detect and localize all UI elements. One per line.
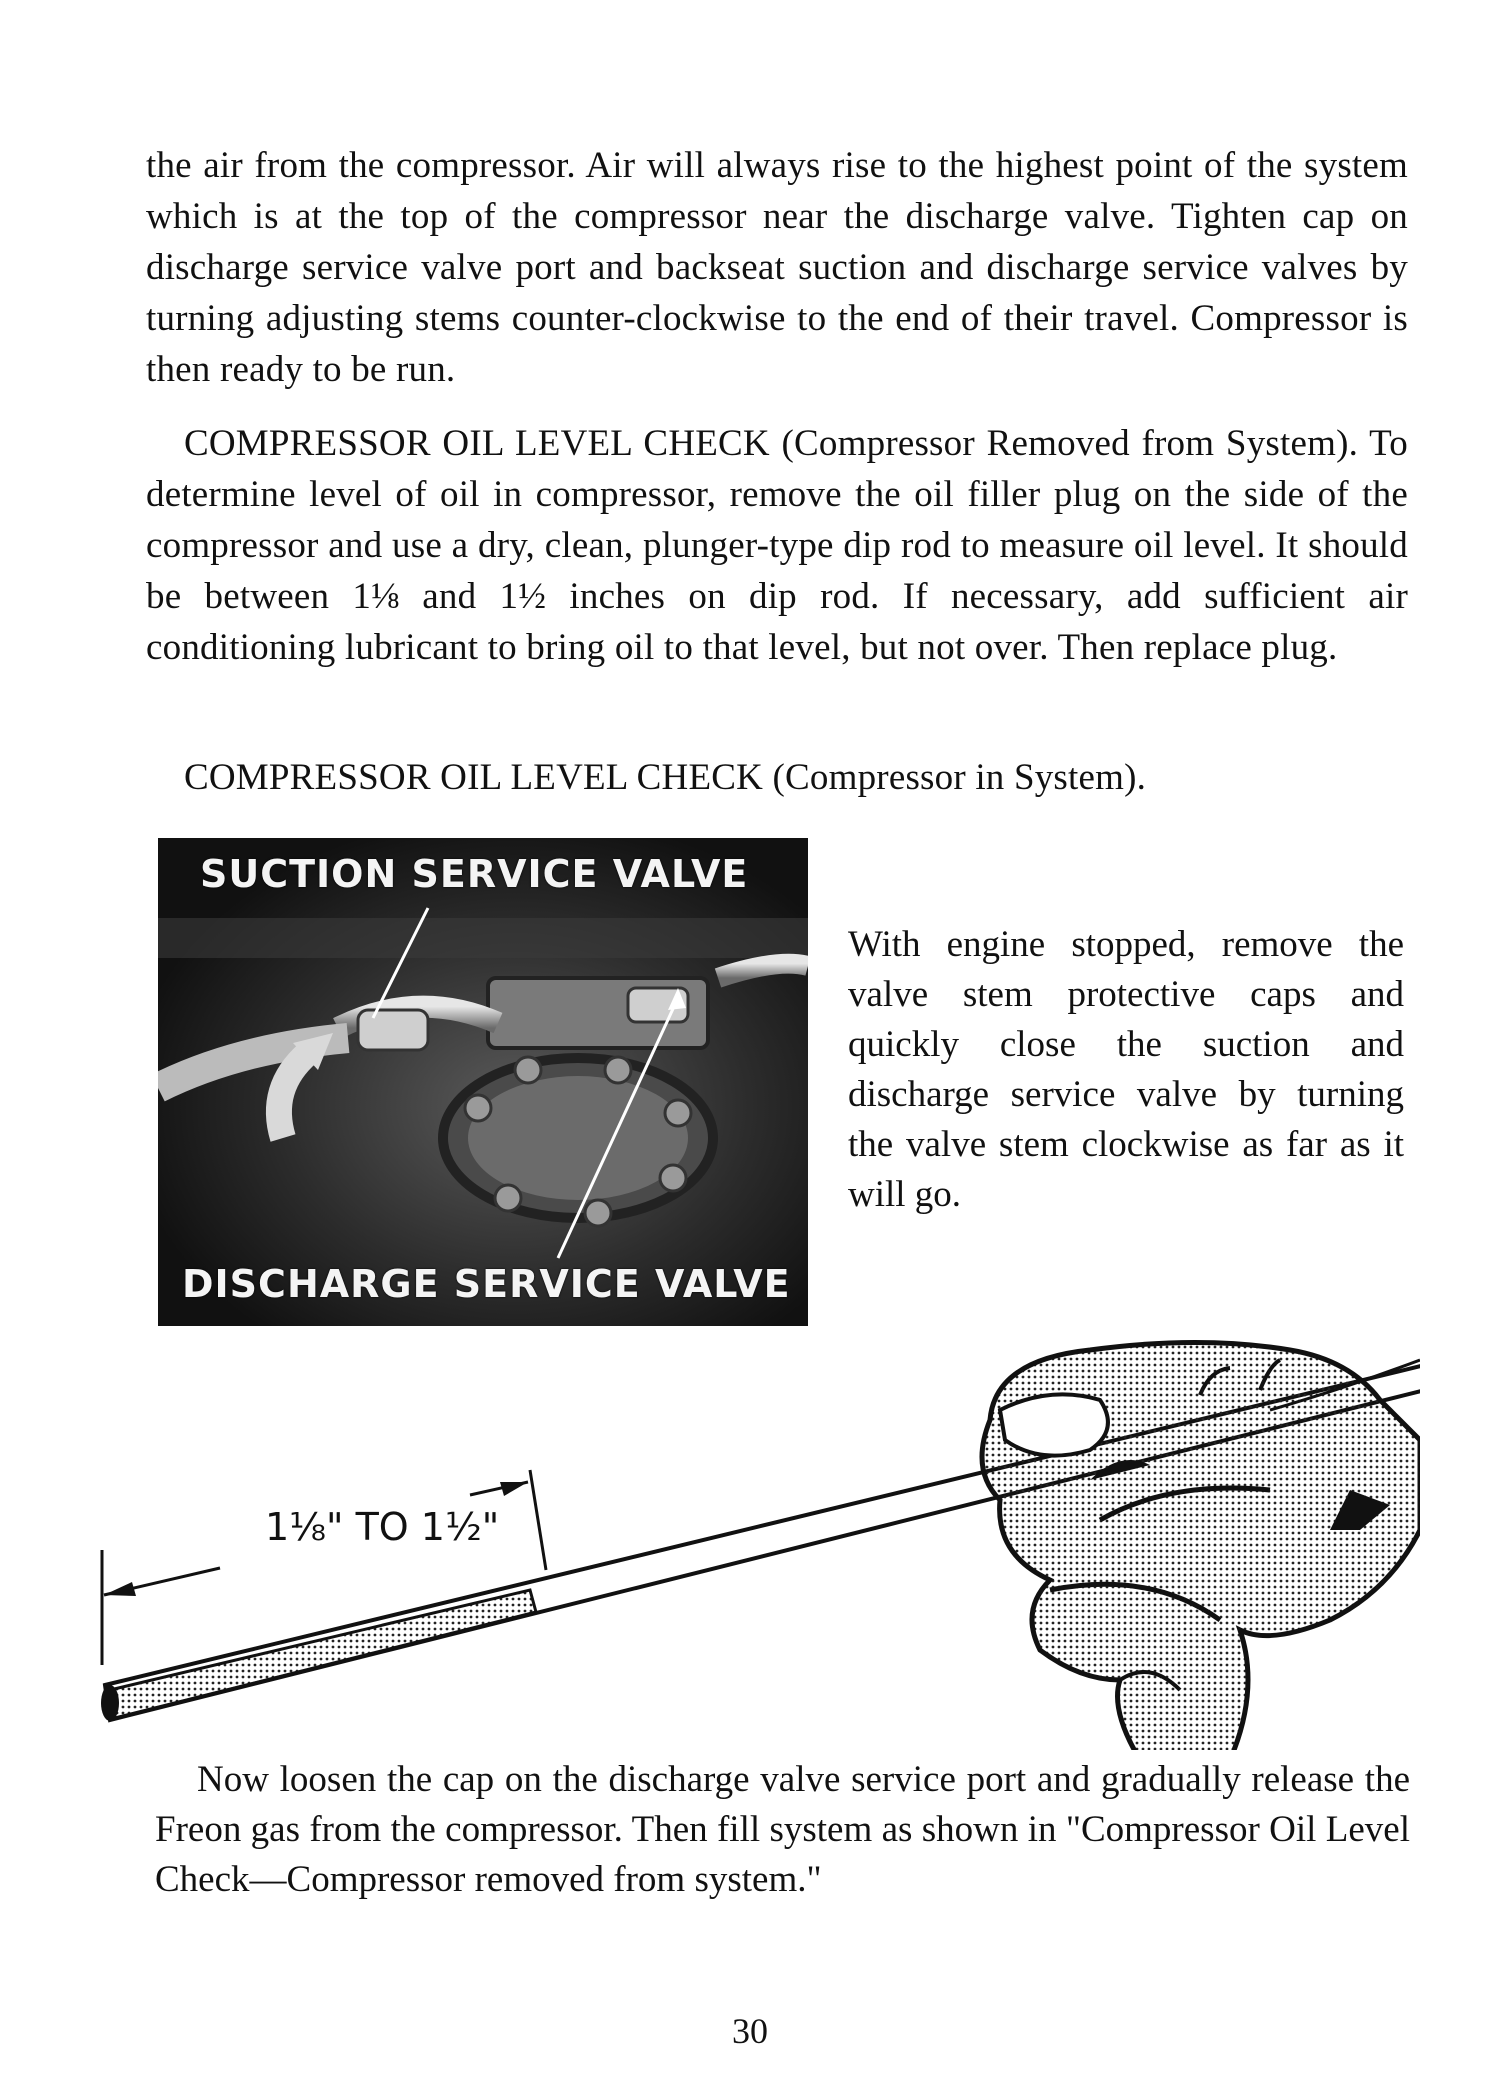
paragraph-continued: the air from the compressor. Air will always rise to the highest point of the system which is at the top of the compressor near the discharge valve. Tighten cap on discharge service valve port and backseat suction and discharge service valves by turning adjusting stems counter-clockwise to the end of their travel. Compressor is then ready to be run. [146, 145, 1408, 390]
compressor-photo [158, 838, 808, 1326]
measurement-label: 1⅛" TO 1½" [265, 1505, 500, 1549]
paragraph-loosen-cap: Now loosen the cap on the discharge valve service port and gradually release the Freon gas from the compressor. Then fill system as shown in "Compressor Oil Level Check—Compressor removed from system." [155, 1759, 1410, 1900]
discharge-service-valve-label: DISCHARGE SERVICE VALVE [182, 1262, 791, 1306]
paragraph-oil-level-in-system: COMPRESSOR OIL LEVEL CHECK (Compressor in System). [184, 757, 1147, 798]
paragraph-oil-level-removed: COMPRESSOR OIL LEVEL CHECK (Compressor Removed from System). To determine level of oil in compressor, remove the oil filler plug on the side of the compressor and use a dry, clean, plunger-type dip rod to measure oil level. It should be between 1⅛ and 1½ inches on dip rod. If necessary, add sufficient air conditioning lubricant to bring oil to that level, but not over. Then replace plug. [146, 423, 1408, 668]
compressor-photo-drawing [158, 838, 808, 1326]
side-instruction-text: With engine stopped, remove the valve stem protective caps and quickly close the suction and discharge service valve by turning the valve stem clockwise as far as it will go. [848, 924, 1404, 1215]
suction-service-valve-label: SUCTION SERVICE VALVE [200, 852, 749, 896]
page-number: 30 [732, 2011, 768, 2051]
